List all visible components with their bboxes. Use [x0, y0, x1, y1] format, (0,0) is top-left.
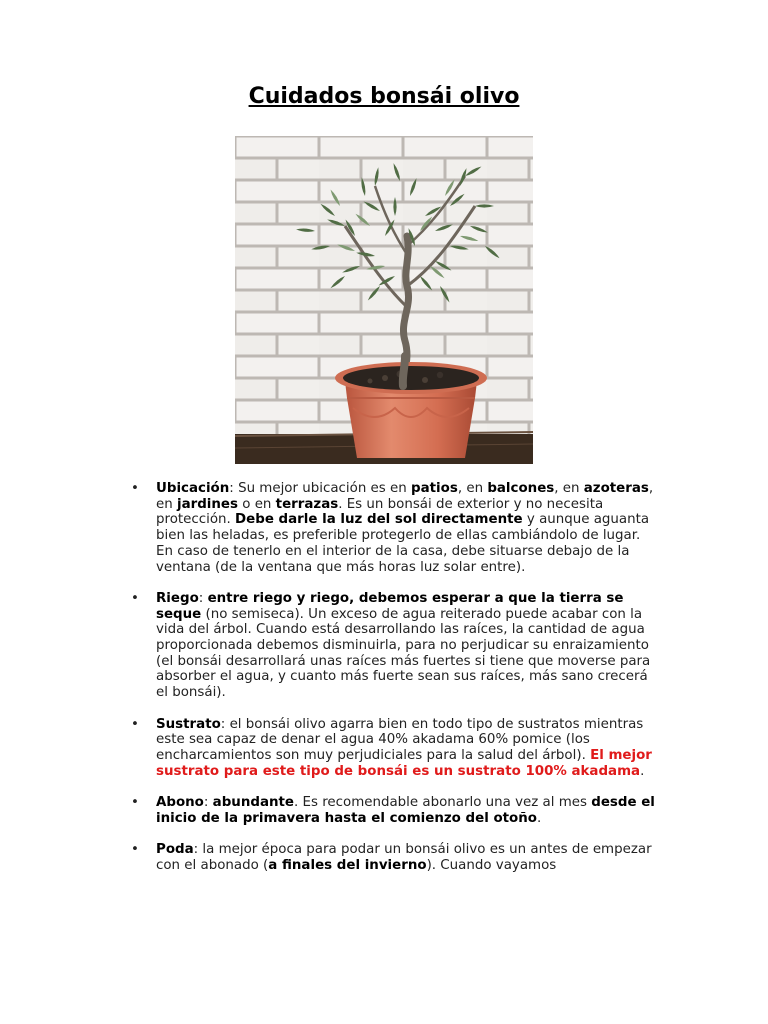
body-text: y aunque aguanta bien las heladas, es preferible protegerlo de ellas cambiándolo de lugar. En caso de tenerlo en el interior de la casa, debe situarse debajo de la ventana (de la ventana que más horas luz solar entre).	[156, 512, 650, 575]
bold-text: Abono	[156, 795, 204, 811]
body-text: : la mejor época para podar un bonsái olivo es un antes de empezar con el abonado (	[156, 842, 652, 873]
bold-text: Sustrato	[156, 716, 221, 732]
bold-text: Poda	[156, 842, 194, 858]
olive-bonsai-illustration	[235, 136, 533, 464]
body-text: , en	[457, 481, 488, 496]
body-text: .	[536, 810, 542, 826]
bold-text: terrazas	[275, 496, 339, 512]
list-item-riego	[156, 591, 656, 701]
body-text: , en	[156, 481, 654, 512]
body-text: o en	[237, 496, 276, 512]
page-title: Cuidados bonsái olivo	[248, 84, 520, 109]
bold-text: patios	[411, 481, 458, 496]
bold-text: desde el inicio de la primavera hasta el comienzo del otoño	[156, 795, 655, 826]
list-item-abono	[156, 795, 656, 826]
body-text: :	[198, 590, 208, 606]
body-text: . Es un bonsái de exterior y no necesita protección.	[156, 496, 604, 528]
bold-text: balcones	[487, 481, 555, 496]
body-text: (no semiseca). Un exceso de agua reiterado puede acabar con la vida del árbol. Cuando está desarrollando las raíces, la cantidad de agua proporcionada debemos disminuirla, para no perjudicar su enraizamiento (el bonsái desarrollará unas raíces más fuertes si tiene que moverse para absorber el agua, y cuanto más fuerte sean sus raíces, más sano crecerá el bonsái).	[156, 606, 651, 701]
bold-text: Riego	[156, 590, 199, 606]
olive-bonsai-photo	[235, 136, 533, 464]
body-text: . Es recomendable abonarlo una vez al mes	[294, 795, 592, 811]
list-item-ubicacion	[156, 481, 656, 575]
list-item-sustrato	[156, 717, 656, 780]
bold-text: a finales del invierno	[268, 857, 427, 873]
body-text: ). Cuando vayamos	[426, 857, 557, 873]
bold-text: abundante	[212, 795, 294, 811]
body-text: :	[203, 795, 213, 811]
body-text: : el bonsái olivo agarra bien en todo tipo de sustratos mientras este sea capaz de denar el agua 40% akadama 60% pomice (los encharcamientos son muy perjudiciales para la salud del árbol).	[156, 716, 644, 763]
body-text: , en	[554, 481, 584, 496]
body-text: .	[640, 763, 645, 779]
bold-text: entre riego y riego, debemos esperar a que la tierra se seque	[156, 590, 624, 622]
body-text: : Su mejor ubicación es en	[229, 481, 412, 496]
bold-text: Ubicación	[156, 481, 230, 496]
care-list	[156, 481, 656, 889]
bold-text: jardines	[176, 496, 238, 512]
bold-text: Debe darle la luz del sol directamente	[235, 512, 523, 528]
bold-text: azoteras	[583, 481, 649, 496]
highlight-text: El mejor sustrato para este tipo de bonsái es un sustrato 100% akadama	[156, 747, 652, 779]
list-item-poda	[156, 842, 656, 873]
